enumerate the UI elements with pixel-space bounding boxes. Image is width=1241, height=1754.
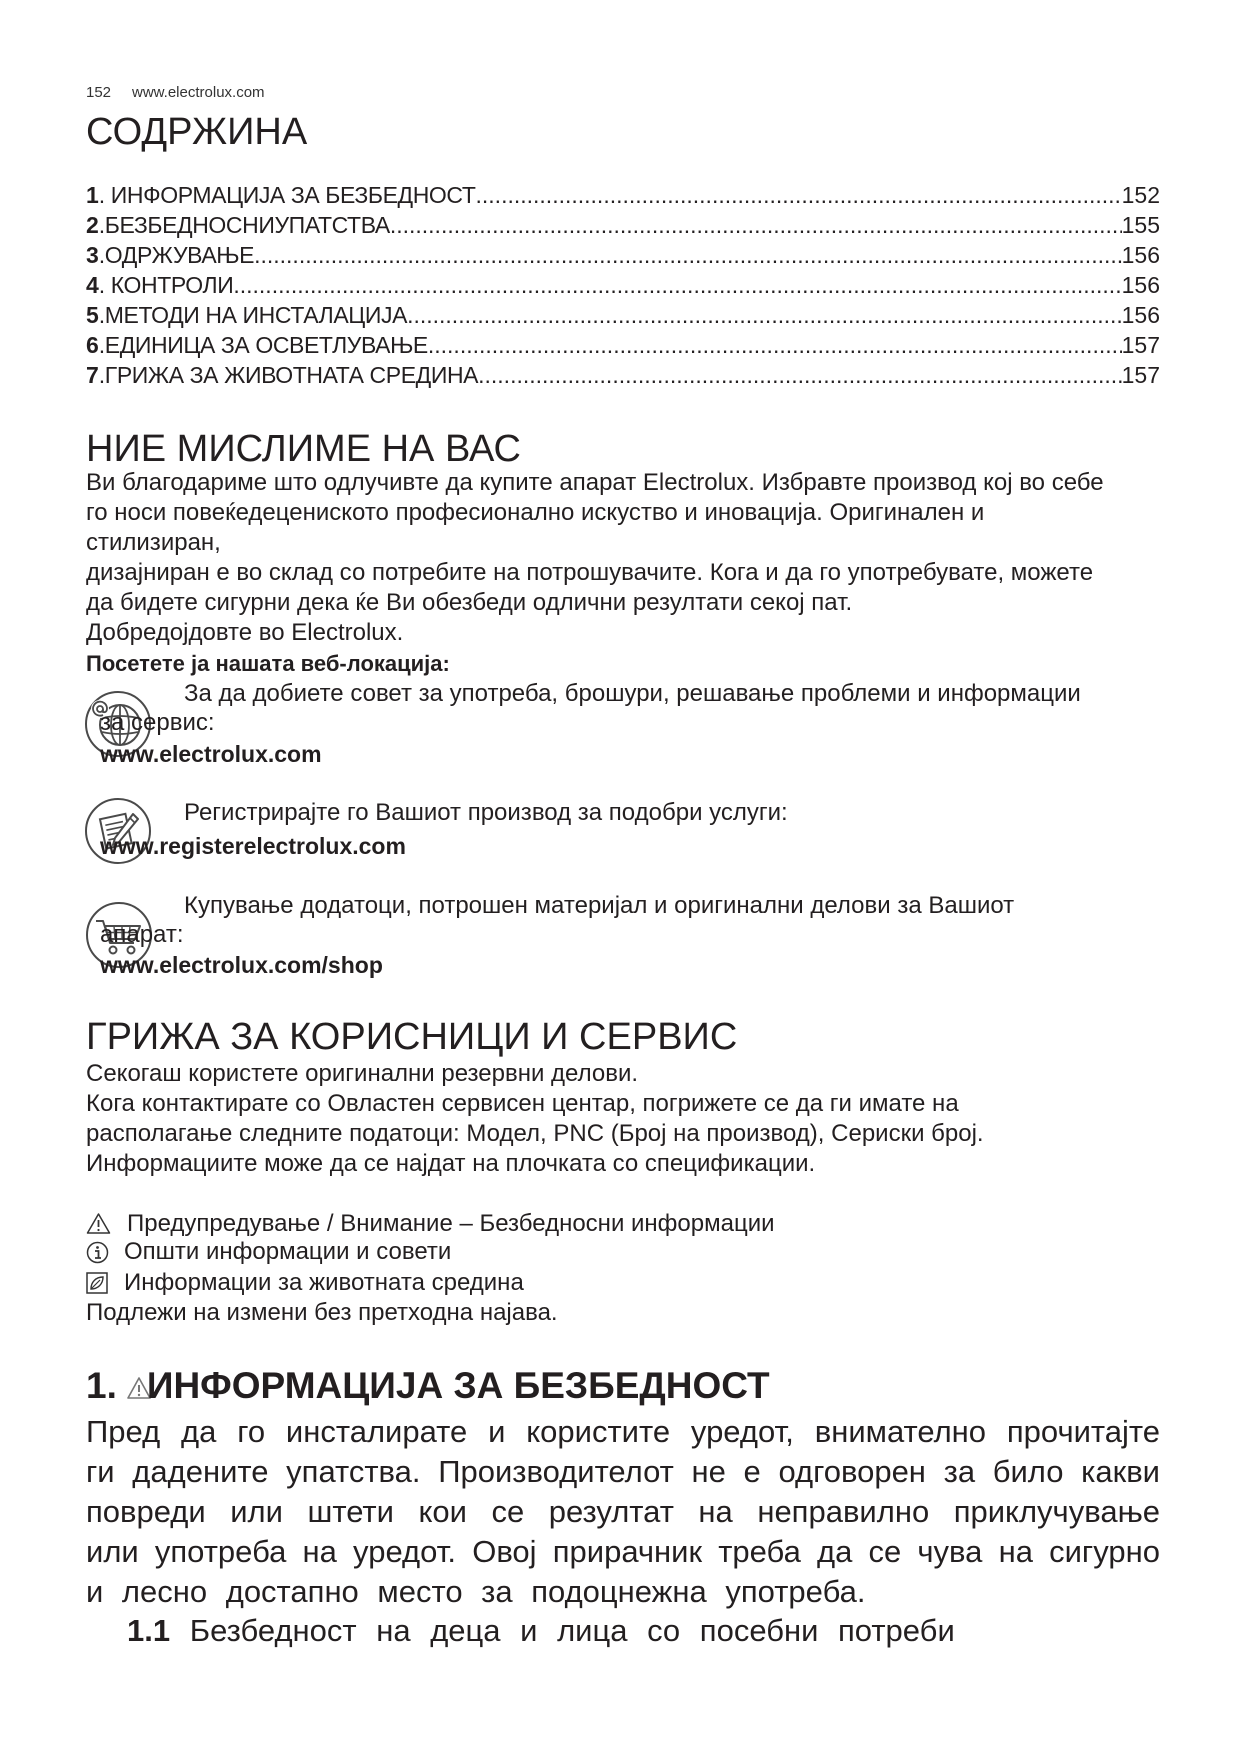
toc-entry-page: 155 — [1121, 212, 1160, 238]
toc-entry-number: 7 — [86, 362, 99, 388]
welcome-line: стилизиран, — [86, 529, 221, 556]
toc-entry-number: 6 — [86, 332, 99, 358]
safety-line: ги дадените упатства. Производителот не е одговорен за било какви — [86, 1454, 1160, 1489]
toc-entry-label: . КОНТРОЛИ — [98, 272, 234, 298]
toc-entry-label: .ГРИЖА ЗА ЖИВОТНАТА СРЕДИНА — [98, 362, 479, 388]
toc-entry-page: 157 — [1121, 332, 1160, 358]
service-line: располагање следните податоци: Модел, PNC (Број на производ), Сериски број. — [86, 1120, 984, 1147]
legend-info-text: Општи информации и совети — [124, 1238, 452, 1265]
safety-heading — [86, 1364, 770, 1408]
toc-entry-number: 2 — [86, 212, 99, 238]
toc-dot-leader — [254, 240, 1122, 270]
toc-entry-number: 5 — [86, 302, 99, 328]
welcome-line: да бидете сигурни дека ќе Ви обезбеди одлични резултати секој пат. — [86, 589, 853, 616]
toc-entry[interactable] — [86, 240, 1160, 270]
service-line: Кога контактирате со Овластен сервисен центар, погрижете се да ги имате на — [86, 1090, 959, 1117]
toc-dot-leader — [233, 270, 1121, 300]
welcome-paragraph — [86, 468, 1104, 648]
toc-dot-leader — [428, 330, 1122, 360]
info-icon — [86, 1241, 109, 1264]
table-of-contents — [86, 180, 1160, 390]
link-description-continued: за сервис: — [100, 709, 215, 736]
toc-entry-label: .ОДРЖУВАЊЕ — [98, 242, 255, 268]
toc-entry-page: 157 — [1121, 362, 1160, 388]
subsection-number: 1.1 — [127, 1613, 171, 1648]
toc-entry-page: 156 — [1121, 272, 1160, 298]
toc-entry[interactable] — [86, 360, 1160, 390]
toc-entry[interactable] — [86, 300, 1160, 330]
toc-entry[interactable] — [86, 270, 1160, 300]
toc-entry-page: 156 — [1121, 242, 1160, 268]
toc-entry-page: 152 — [1121, 182, 1160, 208]
service-line: Секогаш користете оригинални резервни делови. — [86, 1060, 639, 1087]
toc-entry-label: .ЕДИНИЦА ЗА ОСВЕТЛУВАЊЕ — [98, 332, 428, 358]
toc-entry-label: .БЕЗБЕДНОСНИУПАТСТВА — [98, 212, 390, 238]
toc-entry[interactable] — [86, 180, 1160, 210]
safety-paragraph — [86, 1412, 1160, 1612]
welcome-line: Ви благодариме што одлучивте да купите апарат Electrolux. Избравте производ кој во себе — [86, 469, 1104, 496]
toc-dot-leader — [476, 180, 1122, 210]
page-number: 152 — [86, 84, 112, 101]
welcome-title: НИЕ МИСЛИМЕ НА ВАС — [86, 428, 521, 470]
toc-entry-page: 156 — [1121, 302, 1160, 328]
register-website-link[interactable]: www.registerelectrolux.com — [100, 833, 406, 859]
service-paragraph — [86, 1059, 984, 1179]
environment-icon — [86, 1272, 108, 1294]
service-line: Информациите може да се најдат на плочката со спецификации. — [86, 1150, 816, 1177]
safety-line: повреди или штети кои се резултат на неправилно приклучување — [86, 1494, 1160, 1529]
visit-website-label: Посетете ја нашата веб-локација: — [86, 651, 450, 676]
toc-entry-number: 1 — [86, 182, 99, 208]
subsection-title: Безбедност на деца и лица со посебни потреби — [189, 1613, 955, 1648]
toc-entry-label: .МЕТОДИ НА ИНСТАЛАЦИЈА — [98, 302, 408, 328]
toc-entry-number: 3 — [86, 242, 99, 268]
link-description: Купување додатоци, потрошен материјал и оригинални делови за Вашиот — [184, 892, 1015, 919]
toc-entry-label: . ИНФОРМАЦИЈА ЗА БЕЗБЕДНОСТ — [98, 182, 476, 208]
safety-line: или употреба на уредот. Овој прирачник треба да се чува на сигурно — [86, 1534, 1160, 1569]
toc-title: СОДРЖИНА — [86, 111, 308, 153]
legend-warning-text: Предупредување / Внимание – Безбедносни информации — [127, 1210, 775, 1237]
legend-environment-text: Информации за животната средина — [124, 1269, 524, 1296]
toc-dot-leader — [478, 360, 1122, 390]
safety-heading-number: 1. — [86, 1365, 117, 1406]
warning-icon — [86, 1212, 111, 1235]
header-website: www.electrolux.com — [132, 84, 265, 101]
safety-line: и лесно достапно место за подоцнежна употреба. — [86, 1574, 866, 1609]
safety-line: Пред да го инсталирате и користите уредот, внимателно прочитајте — [86, 1414, 1160, 1449]
toc-entry[interactable] — [86, 210, 1160, 240]
welcome-line: дизајниран е во склад со потребите на потрошувачите. Кога и да го употребувате, можете — [86, 559, 1094, 586]
shop-website-link[interactable]: www.electrolux.com/shop — [100, 952, 383, 978]
link-description-continued: апарат: — [100, 921, 184, 948]
welcome-line: го носи повеќедецениското професионално искуство и иновација. Оригинален и — [86, 499, 985, 526]
toc-entry-number: 4 — [86, 272, 99, 298]
service-title: ГРИЖА ЗА КОРИСНИЦИ И СЕРВИС — [86, 1016, 738, 1058]
electrolux-website-link[interactable]: www.electrolux.com — [100, 741, 322, 767]
welcome-line: Добредојдовте во Electrolux. — [86, 619, 404, 646]
toc-dot-leader — [407, 300, 1122, 330]
link-description: За да добиете совет за употреба, брошури, решавање проблеми и информации — [184, 680, 1081, 707]
subsection-heading — [127, 1611, 955, 1651]
change-notice: Подлежи на измени без претходна најава. — [86, 1299, 558, 1326]
link-description: Регистрирајте го Вашиот производ за подобри услуги: — [184, 799, 788, 826]
toc-dot-leader — [390, 210, 1122, 240]
safety-heading-title: ИНФОРМАЦИЈА ЗА БЕЗБЕДНОСТ — [146, 1365, 770, 1406]
toc-entry[interactable] — [86, 330, 1160, 360]
